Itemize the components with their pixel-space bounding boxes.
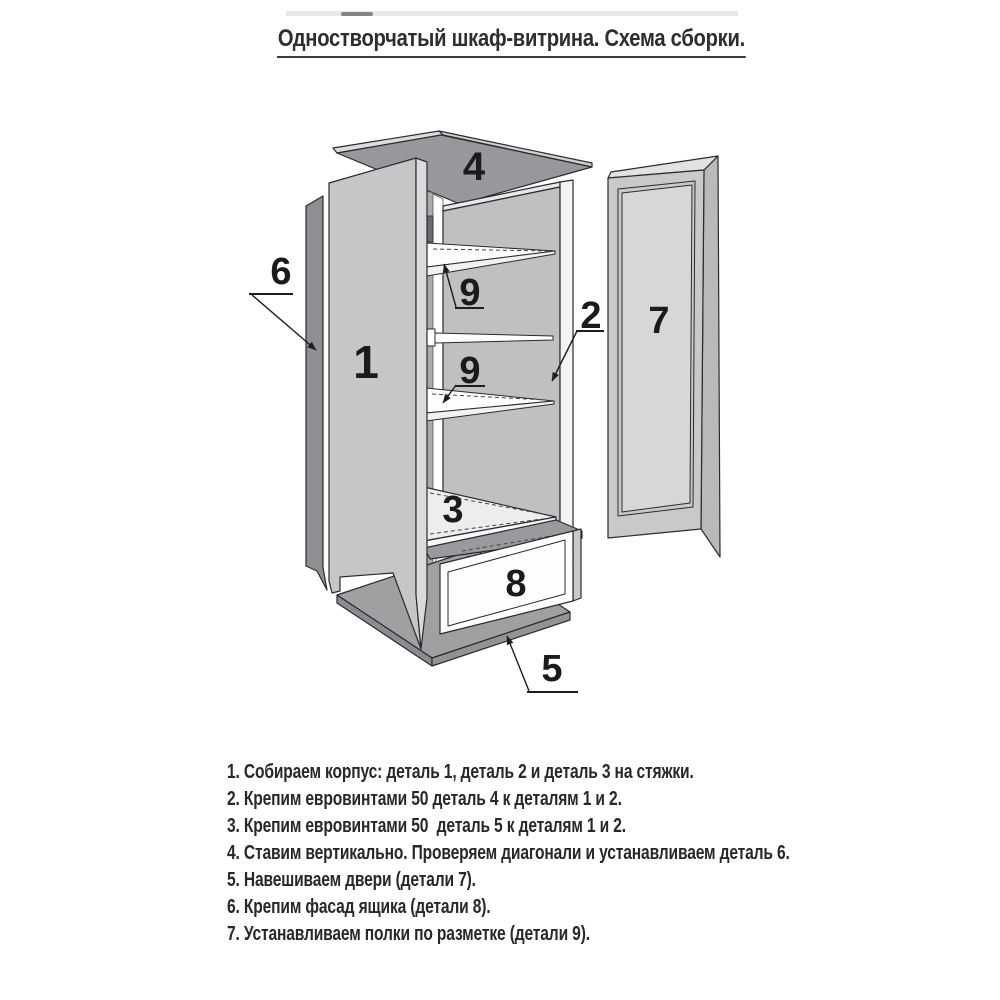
label-8: 8	[505, 563, 527, 605]
instruction-line-6: 6. Крепим фасад ящика (детали 8).	[227, 896, 491, 918]
label-1: 1	[353, 336, 379, 388]
part-door	[608, 156, 720, 557]
instruction-line-7: 7. Устанавливаем полки по разметке (детали 9).	[227, 923, 590, 945]
instruction-line-3: 3. Крепим евровинтами 50 деталь 5 к деталям 1 и 2.	[227, 815, 626, 837]
label-5: 5	[541, 648, 563, 690]
label-9-lower: 9	[459, 350, 481, 392]
part-back-panel	[306, 196, 327, 590]
instruction-line-2: 2. Крепим евровинтами 50 деталь 4 к деталям 1 и 2.	[227, 788, 622, 810]
label-2: 2	[580, 295, 602, 337]
label-6: 6	[270, 251, 292, 293]
page-title: Одностворчатый шкаф-витрина. Схема сборки.	[277, 25, 746, 58]
instruction-line-5: 5. Навешиваем двери (детали 7).	[227, 869, 476, 891]
label-4: 4	[462, 145, 486, 189]
label-3: 3	[442, 489, 464, 531]
label-7: 7	[648, 300, 670, 342]
assembly-instructions	[227, 759, 790, 948]
label-5-group	[507, 636, 578, 692]
instruction-line-4: 4. Ставим вертикально. Проверяем диагонали и устанавливаем деталь 6.	[227, 842, 790, 864]
label-9-upper: 9	[459, 272, 481, 314]
instruction-line-1: 1. Собираем корпус: деталь 1, деталь 2 и деталь 3 на стяжки.	[227, 761, 694, 783]
part-left-panel	[329, 158, 427, 649]
